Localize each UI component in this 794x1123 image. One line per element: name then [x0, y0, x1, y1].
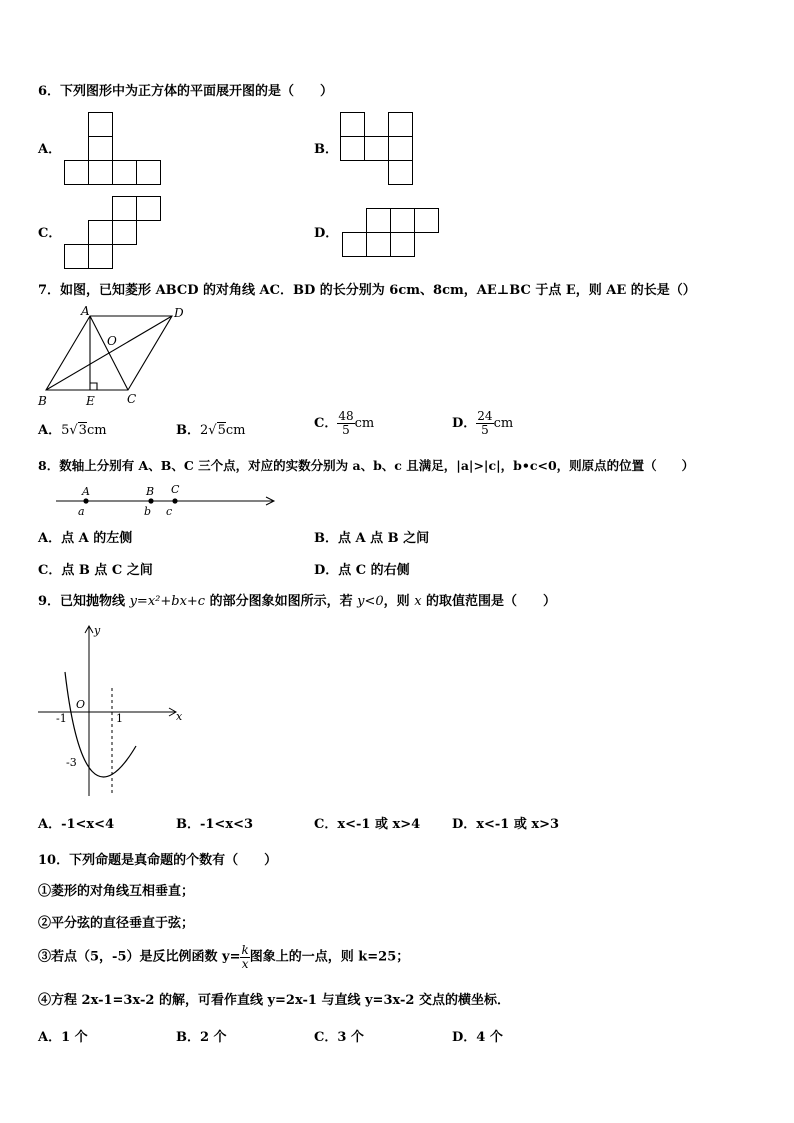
- q10-proposition-2: ②平分弦的直径垂直于弦；: [38, 916, 195, 931]
- q10-option-a: A．1 个: [38, 1030, 88, 1045]
- q6-option-a-label: A．: [38, 142, 62, 157]
- q9-label-minus3: -3: [66, 756, 77, 769]
- q7-stem: 7．如图，已知菱形 ABCD 的对角线 AC．BD 的长分别为 6cm、8cm，AE⊥BC 于点 E，则 AE 的长是（）: [38, 283, 696, 298]
- q6-option-d-label: D．: [314, 226, 339, 241]
- q9-option-a: A．-1<x<4: [38, 817, 115, 832]
- q8-label-a: a: [78, 505, 85, 518]
- q8-label-B: B: [146, 485, 155, 498]
- q8-label-c: c: [166, 505, 173, 518]
- q7-option-a: A．5√3cm: [38, 423, 107, 438]
- q9-label-x: x: [176, 710, 183, 723]
- q8-option-d: D．点 C 的右侧: [314, 563, 410, 578]
- q6-option-a-net: [64, 112, 162, 186]
- q7-label-e: E: [86, 394, 95, 408]
- q10-option-b: B．2 个: [176, 1030, 227, 1045]
- q9-option-d: D．x<-1 或 x>3: [452, 817, 560, 832]
- q10-option-d: D．4 个: [452, 1030, 503, 1045]
- q8-label-b: b: [144, 505, 152, 518]
- q7-label-b: B: [38, 394, 47, 408]
- q7-label-c: C: [127, 392, 137, 406]
- q7-option-c: C． $\frac{48}{5}$ cm: [314, 409, 375, 437]
- q9-stem: 9．已知抛物线 y=x²+bx+c 的部分图象如图所示，若 y<0，则 x 的取值范围是（ ）: [38, 594, 557, 609]
- q8-label-A: A: [82, 485, 90, 498]
- q10-proposition-3: ③若点（5，-5）是反比例函数 y= $\frac{k}{x}$ 图象上的一点，则 k=25；: [38, 943, 410, 971]
- q8-option-b: B．点 A 点 B 之间: [314, 531, 430, 546]
- q9-parabola-graph: [36, 620, 196, 800]
- q9-option-b: B．-1<x<3: [176, 817, 254, 832]
- q10-stem: 10．下列命题是真命题的个数有（ ）: [38, 853, 278, 868]
- q7-label-o: O: [107, 334, 117, 348]
- q7-option-d: D． $\frac{24}{5}$ cm: [452, 409, 514, 437]
- q8-option-c: C．点 B 点 C 之间: [38, 563, 153, 578]
- q9-label-y: y: [94, 624, 101, 637]
- q6-option-c-label: C．: [38, 226, 62, 241]
- q10-option-c: C．3 个: [314, 1030, 364, 1045]
- q6-stem: 6．下列图形中为正方体的平面展开图的是（ ）: [38, 84, 334, 99]
- q6-option-d-net: [342, 208, 440, 258]
- q10-proposition-1: ①菱形的对角线互相垂直；: [38, 884, 195, 899]
- q6-option-b-net: [340, 112, 414, 186]
- q7-label-a: A: [81, 304, 90, 318]
- q7-label-d: D: [174, 306, 184, 320]
- q9-label-1: 1: [116, 712, 123, 725]
- q9-label-minus1: -1: [56, 712, 67, 725]
- q8-stem: 8．数轴上分别有 A、B、C 三个点，对应的实数分别为 a、b、c 且满足，|a|>|c|，b•c<0，则原点的位置（ ）: [38, 458, 695, 473]
- q6-option-c-net: [64, 196, 162, 270]
- q9-option-c: C．x<-1 或 x>4: [314, 817, 421, 832]
- q8-option-a: A．点 A 的左侧: [38, 531, 133, 546]
- q7-rhombus-figure: [36, 304, 196, 410]
- q10-proposition-4: ④方程 2x-1=3x-2 的解，可看作直线 y=2x-1 与直线 y=3x-2 交点的横坐标．: [38, 993, 510, 1008]
- q8-number-line: [52, 482, 282, 520]
- q9-label-o: O: [76, 698, 86, 711]
- q6-option-b-label: B．: [314, 142, 338, 157]
- q8-label-C: C: [171, 483, 180, 496]
- q7-option-b: B．2√5cm: [176, 423, 246, 438]
